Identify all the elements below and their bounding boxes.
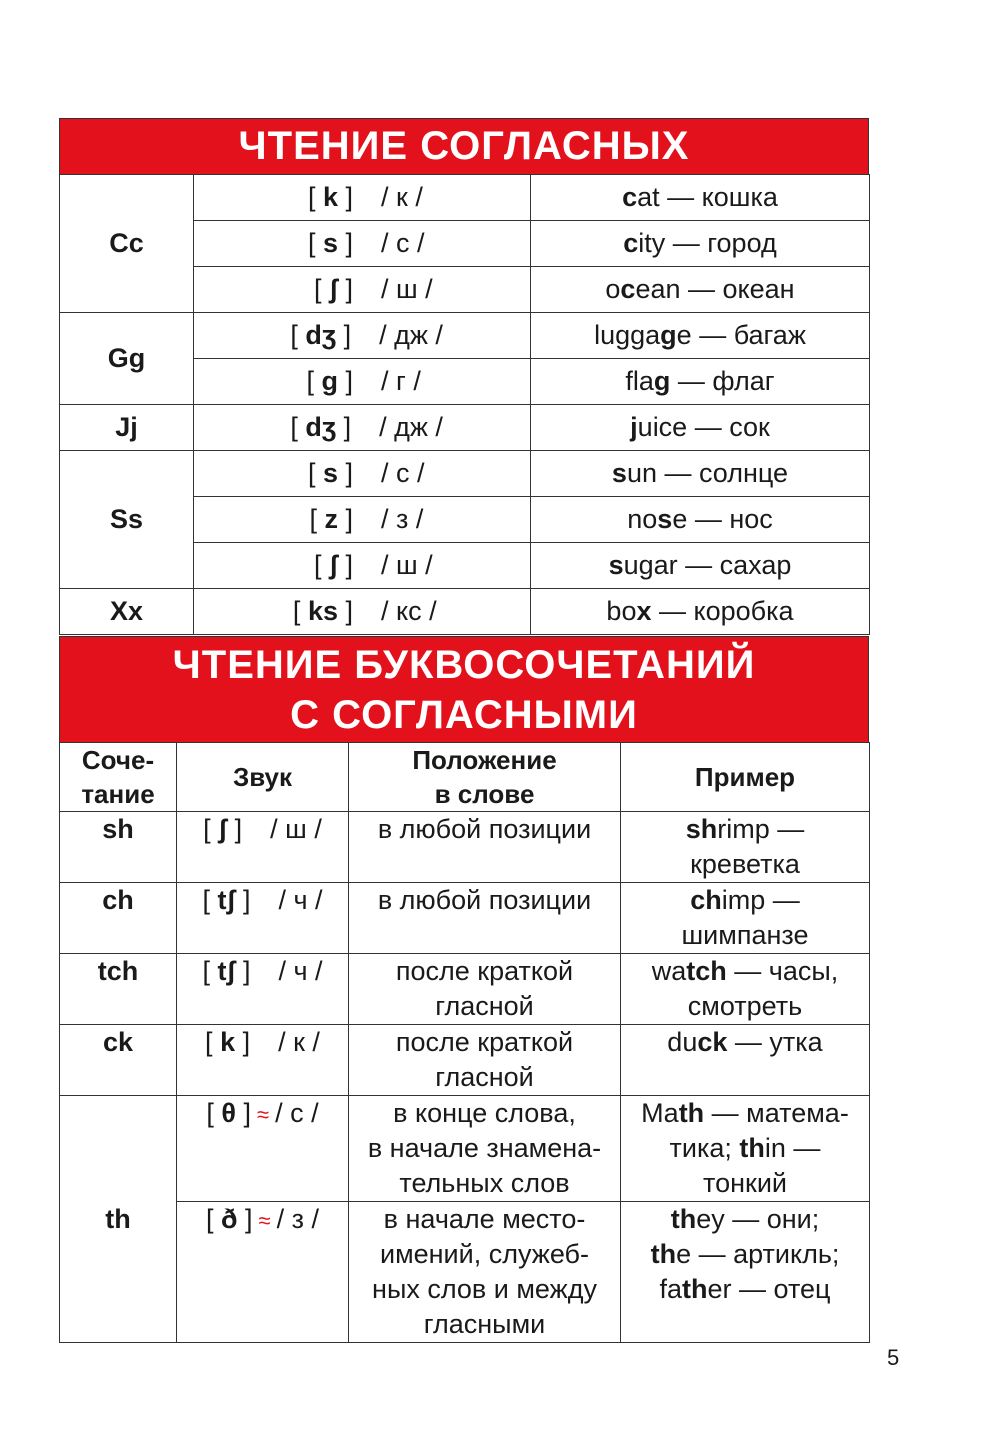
example-line (625, 883, 865, 918)
sound-cell (177, 1025, 349, 1096)
example-highlight: g (660, 320, 677, 350)
ipa-value: ʃ (218, 814, 228, 844)
russian-sound: / з / (381, 504, 424, 534)
sound-transcription: [ k ] / к / (205, 1027, 320, 1057)
letter-cell: Jj (60, 405, 194, 451)
example-rest: — коробка (651, 596, 794, 626)
sound-cell (194, 497, 531, 543)
russian-sound: / ш / (381, 274, 433, 304)
position-line: ных слов и между (372, 1274, 597, 1304)
example-rest: in — (764, 1133, 821, 1163)
ipa-symbol: [ s ] (307, 458, 353, 488)
approx-sign: ≈ (257, 1102, 270, 1127)
position-line: тельных слов (399, 1168, 570, 1198)
example-cell (531, 359, 870, 405)
header-combination (60, 743, 177, 812)
russian-sound: / ч / (278, 885, 323, 915)
ipa-value: ð (221, 1204, 238, 1234)
ipa-value: k (322, 182, 338, 212)
header-pos-line2: в слове (434, 779, 535, 809)
russian-sound: / с / (381, 228, 425, 258)
position-cell (349, 812, 621, 883)
example-prefix: lugga (594, 320, 661, 350)
letter-cell: Xx (60, 589, 194, 635)
position-cell (349, 1025, 621, 1096)
example-line (625, 812, 865, 847)
sound-cell (194, 589, 531, 635)
consonants-table (59, 174, 870, 635)
example-highlight: c (622, 182, 638, 212)
example-prefix: тика; (669, 1133, 740, 1163)
example-cell (621, 1202, 870, 1343)
ipa-value: dʒ (305, 320, 337, 350)
example-rest: — утка (727, 1027, 823, 1057)
example-highlight: ck (697, 1027, 728, 1057)
example-highlight: th (670, 1204, 697, 1234)
table-row (60, 405, 870, 451)
sound-cell (194, 313, 531, 359)
table-row (60, 1096, 870, 1202)
example-rest: — матема- (704, 1098, 849, 1128)
sound-transcription: [ tʃ ] / ч / (202, 885, 323, 915)
example-rest: at — кошка (637, 182, 778, 212)
example-cell (531, 451, 870, 497)
ipa-symbol: [ z ] (309, 504, 353, 534)
position-line: в любой позиции (377, 814, 592, 844)
example-highlight: s (608, 550, 624, 580)
sound-cell (194, 543, 531, 589)
sound-cell (194, 451, 531, 497)
approx-sign: ≈ (258, 1208, 271, 1233)
example-highlight: c (620, 274, 636, 304)
letter-cell: Cc (60, 175, 194, 313)
table-row (60, 313, 870, 359)
russian-sound: / к / (381, 182, 423, 212)
example-rest: imp — (721, 885, 800, 915)
sound-transcription (281, 412, 443, 443)
sound-transcription (283, 228, 441, 259)
example-highlight: tch (686, 956, 727, 986)
table-row (60, 1202, 870, 1343)
combination-cell: sh (60, 812, 177, 883)
example-rest: — часы, (726, 956, 839, 986)
example-line (625, 1131, 865, 1166)
example-prefix: bo (606, 596, 637, 626)
sound-transcription (283, 458, 441, 489)
example-line (625, 1237, 865, 1272)
sound-transcription (283, 366, 441, 397)
example-highlight: th (678, 1098, 705, 1128)
example-highlight: g (653, 366, 671, 396)
table-row (60, 812, 870, 883)
sound-cell (177, 1202, 349, 1343)
ipa-value: s (322, 458, 338, 488)
russian-sound: / ч / (278, 956, 323, 986)
example-prefix: Ma (641, 1098, 679, 1128)
ipa-symbol: [ dʒ ] (290, 412, 352, 442)
sound-transcription (283, 550, 441, 581)
position-cell (349, 883, 621, 954)
sound-cell (194, 405, 531, 451)
sound-cell (194, 267, 531, 313)
example-highlight: th (682, 1274, 708, 1304)
example-cell (531, 405, 870, 451)
example-rest: e — нос (672, 504, 773, 534)
position-line: после краткой (395, 956, 574, 986)
position-line: гласными (423, 1309, 546, 1339)
example-cell (531, 497, 870, 543)
sound-cell (177, 812, 349, 883)
position-line: в любой позиции (377, 885, 592, 915)
position-cell (349, 1202, 621, 1343)
sound-cell (177, 1096, 349, 1202)
example-highlight: th (739, 1133, 765, 1163)
example-rest: e — артикль; (676, 1239, 840, 1269)
ipa-symbol: [ ʃ ] (313, 274, 353, 304)
position-line: в конце слова, (393, 1098, 576, 1128)
example-rest: e — багаж (676, 320, 806, 350)
position-line: имений, служеб- (379, 1239, 590, 1269)
table-row (60, 883, 870, 954)
example-highlight: c (623, 228, 639, 258)
example-highlight: th (650, 1239, 677, 1269)
example-highlight: s (657, 504, 673, 534)
example-prefix: no (627, 504, 658, 534)
sound-transcription (283, 596, 441, 627)
example-line (625, 954, 865, 989)
combination-cell: ch (60, 883, 177, 954)
position-cell (349, 954, 621, 1025)
russian-sound: / з / (276, 1204, 319, 1234)
example-cell (531, 221, 870, 267)
page-number: 5 (887, 1345, 900, 1370)
position-line: гласной (435, 1062, 534, 1092)
ipa-value: ks (307, 596, 338, 626)
russian-sound: / кс / (381, 596, 437, 626)
russian-sound: / ш / (270, 814, 322, 844)
example-rest: — флаг (670, 366, 775, 396)
example-prefix: шимпанзе (681, 920, 809, 950)
header-example: Пример (621, 743, 870, 812)
sound-cell (177, 883, 349, 954)
example-cell (531, 543, 870, 589)
ipa-value: ʃ (328, 550, 338, 580)
ipa-value: ʃ (328, 274, 338, 304)
position-line: после краткой (395, 1027, 574, 1057)
ipa-symbol: [ s ] (307, 228, 353, 258)
ipa-value: θ (221, 1098, 236, 1128)
example-cell (531, 589, 870, 635)
header-comb-line2: тание (81, 779, 155, 809)
example-highlight: x (636, 596, 652, 626)
table-row (60, 451, 870, 497)
letter-cell: Gg (60, 313, 194, 405)
example-rest: er — отец (707, 1274, 831, 1304)
sound-transcription (283, 274, 441, 305)
sound-cell (177, 954, 349, 1025)
position-line: гласной (435, 991, 534, 1021)
example-prefix: смотреть (687, 991, 803, 1021)
example-rest: un — солнце (626, 458, 789, 488)
example-highlight: j (630, 412, 638, 442)
sound-transcription: [ tʃ ] / ч / (202, 956, 323, 986)
sound-transcription (281, 320, 443, 351)
russian-sound: / к / (278, 1027, 320, 1057)
example-rest: ugar — сахар (623, 550, 792, 580)
table2-title-line1: ЧТЕНИЕ БУКВОСОЧЕТАНИЙ (172, 642, 756, 687)
ipa-symbol: [ dʒ ] (290, 320, 352, 350)
example-line (625, 989, 865, 1024)
ipa-symbol: [ g ] (306, 366, 353, 396)
example-highlight: sh (685, 814, 718, 844)
combination-cell: th (60, 1096, 177, 1343)
russian-sound: / ш / (381, 550, 433, 580)
example-prefix: du (667, 1027, 698, 1057)
example-cell (531, 313, 870, 359)
russian-sound: / с / (381, 458, 425, 488)
combination-cell: ck (60, 1025, 177, 1096)
russian-sound: / с / (275, 1098, 319, 1128)
example-line (625, 918, 865, 953)
example-cell (531, 175, 870, 221)
table-row (60, 589, 870, 635)
sound-transcription (283, 182, 441, 213)
example-cell (621, 1025, 870, 1096)
ipa-value: tʃ (217, 885, 236, 915)
table2-title (59, 636, 869, 742)
example-prefix: fa (659, 1274, 683, 1304)
example-rest: ity — город (638, 228, 777, 258)
table-row (60, 954, 870, 1025)
example-prefix: креветка (690, 849, 800, 879)
combinations-table (59, 742, 870, 1343)
ipa-value: tʃ (217, 956, 236, 986)
example-highlight: s (611, 458, 627, 488)
letter-cell: Ss (60, 451, 194, 589)
russian-sound: / г / (381, 366, 421, 396)
example-rest: rimp — (717, 814, 805, 844)
russian-sound: / дж / (379, 320, 443, 350)
table1-title: ЧТЕНИЕ СОГЛАСНЫХ (59, 118, 869, 174)
example-prefix: o (605, 274, 621, 304)
example-line (625, 1025, 865, 1060)
example-highlight: ch (690, 885, 722, 915)
example-line (625, 847, 865, 882)
header-comb-line1: Соче- (81, 745, 155, 775)
table-row (60, 1025, 870, 1096)
sound-cell (194, 359, 531, 405)
table2-header-row (60, 743, 870, 812)
header-position (349, 743, 621, 812)
ipa-value: s (322, 228, 338, 258)
position-line: в начале знамена- (367, 1133, 602, 1163)
ipa-symbol: [ ʃ ] (313, 550, 353, 580)
example-line (625, 1096, 865, 1131)
example-rest: uice — сок (637, 412, 770, 442)
sound-transcription: [ ʃ ] / ш / (203, 814, 322, 844)
example-cell (621, 954, 870, 1025)
russian-sound: / дж / (379, 412, 443, 442)
example-rest: ean — океан (635, 274, 795, 304)
header-sound: Звук (177, 743, 349, 812)
table-row (60, 175, 870, 221)
ipa-symbol: [ k ] (307, 182, 353, 212)
example-rest: ey — они; (696, 1204, 820, 1234)
table2-title-line2: С СОГЛАСНЫМИ (290, 692, 638, 737)
example-prefix: тонкий (703, 1168, 787, 1198)
sound-transcription (283, 504, 441, 535)
example-prefix: wa (651, 956, 687, 986)
sound-cell (194, 221, 531, 267)
sound-transcription: [ ð ] ≈ / з / (206, 1204, 319, 1234)
ipa-value: k (220, 1027, 236, 1057)
page-sheet (59, 118, 869, 1343)
example-cell (531, 267, 870, 313)
ipa-symbol: [ ks ] (292, 596, 353, 626)
example-cell (621, 812, 870, 883)
example-prefix: fla (625, 366, 654, 396)
example-line (625, 1272, 865, 1307)
sound-cell (194, 175, 531, 221)
ipa-value: g (321, 366, 338, 396)
sound-transcription: [ θ ] ≈ / с / (206, 1098, 319, 1128)
example-line (625, 1202, 865, 1237)
ipa-value: dʒ (305, 412, 337, 442)
example-cell (621, 883, 870, 954)
example-cell (621, 1096, 870, 1202)
combination-cell: tch (60, 954, 177, 1025)
position-line: в начале место- (383, 1204, 586, 1234)
header-pos-line1: Положение (412, 745, 557, 775)
ipa-value: z (324, 504, 338, 534)
position-cell (349, 1096, 621, 1202)
example-line (625, 1166, 865, 1201)
